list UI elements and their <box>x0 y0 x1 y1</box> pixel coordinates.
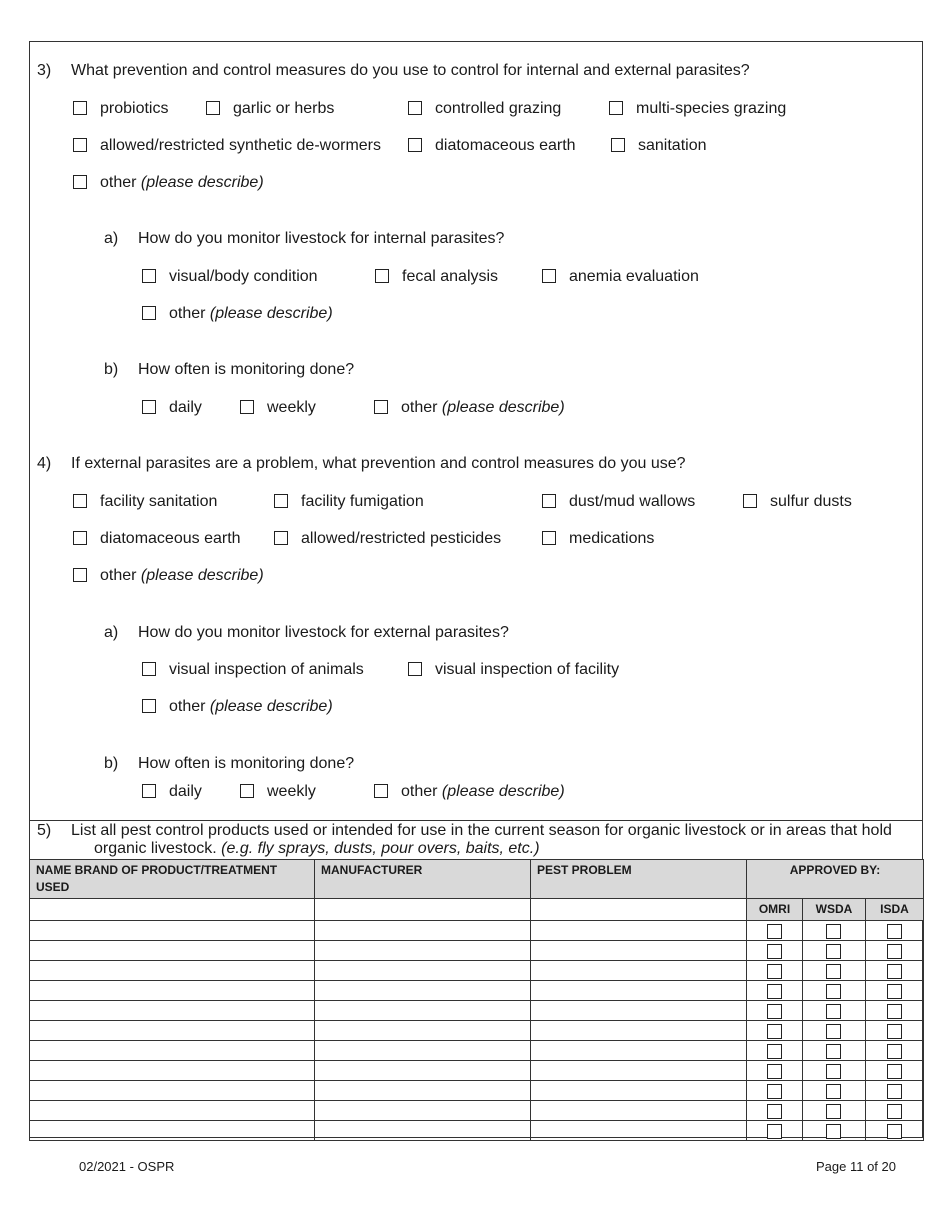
table-row <box>30 921 924 941</box>
manufacturer-cell[interactable] <box>315 1081 531 1101</box>
omri-checkbox-cell <box>747 1101 803 1121</box>
checkbox[interactable] <box>542 494 556 508</box>
column-header-product: NAME BRAND OF PRODUCT/TREATMENT USED <box>30 860 315 899</box>
pest-problem-cell[interactable] <box>531 1041 747 1061</box>
section-divider <box>29 820 923 821</box>
omri-checkbox-cell <box>747 941 803 961</box>
isda-checkbox[interactable] <box>887 964 902 979</box>
omri-checkbox[interactable] <box>767 1044 782 1059</box>
checkbox[interactable] <box>73 568 87 582</box>
isda-checkbox-cell <box>866 921 924 941</box>
question-number: 5) <box>37 822 52 839</box>
column-header-isda: ISDA <box>866 899 924 921</box>
product-cell[interactable] <box>30 921 315 941</box>
wsda-checkbox-cell <box>803 1001 866 1021</box>
product-cell[interactable] <box>30 1001 315 1021</box>
checkbox[interactable] <box>73 494 87 508</box>
isda-checkbox-cell <box>866 1001 924 1021</box>
checkbox[interactable] <box>240 400 254 414</box>
table-row <box>30 1001 924 1021</box>
checkbox[interactable] <box>73 531 87 545</box>
table-row <box>30 1101 924 1121</box>
product-cell[interactable] <box>30 981 315 1001</box>
manufacturer-cell[interactable] <box>315 941 531 961</box>
omri-checkbox[interactable] <box>767 1004 782 1019</box>
question-text-continued: organic livestock. (e.g. fly sprays, dusts, pour overs, baits, etc.) <box>94 840 540 857</box>
checkbox[interactable] <box>73 175 87 189</box>
pest-problem-cell[interactable] <box>531 1121 747 1141</box>
wsda-checkbox-cell <box>803 1081 866 1101</box>
omri-checkbox[interactable] <box>767 1124 782 1139</box>
question-text: If external parasites are a problem, what prevention and control measures do you use? <box>71 455 686 472</box>
checkbox[interactable] <box>609 101 623 115</box>
table-row <box>30 1121 924 1141</box>
isda-checkbox-cell <box>866 1061 924 1081</box>
omri-checkbox-cell <box>747 1041 803 1061</box>
sub-question-text: How do you monitor livestock for external parasites? <box>138 624 509 641</box>
wsda-checkbox-cell <box>803 1061 866 1081</box>
wsda-checkbox-cell <box>803 1041 866 1061</box>
question-number: 3) <box>37 62 52 79</box>
omri-checkbox[interactable] <box>767 964 782 979</box>
table-row <box>30 1021 924 1041</box>
footer-page-number: Page 11 of 20 <box>816 1159 896 1174</box>
checkbox[interactable] <box>374 784 388 798</box>
wsda-checkbox[interactable] <box>826 984 841 999</box>
product-cell[interactable] <box>30 1061 315 1081</box>
isda-checkbox[interactable] <box>887 1104 902 1119</box>
checkbox[interactable] <box>142 306 156 320</box>
pest-problem-cell[interactable] <box>531 1081 747 1101</box>
checkbox[interactable] <box>240 784 254 798</box>
checkbox[interactable] <box>73 101 87 115</box>
question-number: 4) <box>37 455 52 472</box>
wsda-checkbox-cell <box>803 921 866 941</box>
manufacturer-cell[interactable] <box>315 1041 531 1061</box>
isda-checkbox[interactable] <box>887 1084 902 1099</box>
sub-question-text: How do you monitor livestock for internal parasites? <box>138 230 505 247</box>
isda-checkbox-cell <box>866 1021 924 1041</box>
wsda-checkbox[interactable] <box>826 964 841 979</box>
isda-checkbox[interactable] <box>887 924 902 939</box>
sub-question-letter: a) <box>104 230 119 247</box>
isda-checkbox-cell <box>866 961 924 981</box>
manufacturer-cell[interactable] <box>315 921 531 941</box>
product-cell[interactable] <box>30 1081 315 1101</box>
wsda-checkbox-cell <box>803 1121 866 1141</box>
pest-problem-cell[interactable] <box>531 981 747 1001</box>
isda-checkbox[interactable] <box>887 1064 902 1079</box>
table-row <box>30 1081 924 1101</box>
omri-checkbox-cell <box>747 1001 803 1021</box>
isda-checkbox[interactable] <box>887 1124 902 1139</box>
omri-checkbox[interactable] <box>767 1024 782 1039</box>
product-cell[interactable] <box>30 1041 315 1061</box>
isda-checkbox[interactable] <box>887 1004 902 1019</box>
manufacturer-cell[interactable] <box>315 1061 531 1081</box>
isda-checkbox[interactable] <box>887 1024 902 1039</box>
sub-question-letter: b) <box>104 755 119 772</box>
product-cell[interactable] <box>30 941 315 961</box>
manufacturer-cell[interactable] <box>315 981 531 1001</box>
isda-checkbox-cell <box>866 1081 924 1101</box>
sub-question-letter: b) <box>104 361 119 378</box>
omri-checkbox[interactable] <box>767 1104 782 1119</box>
checkbox[interactable] <box>743 494 757 508</box>
isda-checkbox[interactable] <box>887 944 902 959</box>
table-row <box>30 961 924 981</box>
checkbox[interactable] <box>542 531 556 545</box>
omri-checkbox-cell <box>747 1061 803 1081</box>
omri-checkbox-cell <box>747 961 803 981</box>
sub-question-text: How often is monitoring done? <box>138 361 355 378</box>
product-cell[interactable] <box>30 1021 315 1041</box>
table-row <box>30 981 924 1001</box>
omri-checkbox-cell <box>747 1121 803 1141</box>
omri-checkbox-cell <box>747 921 803 941</box>
checkbox[interactable] <box>142 400 156 414</box>
isda-checkbox-cell <box>866 1101 924 1121</box>
checkbox[interactable] <box>611 138 625 152</box>
checkbox[interactable] <box>408 101 422 115</box>
manufacturer-cell[interactable] <box>315 961 531 981</box>
omri-checkbox[interactable] <box>767 924 782 939</box>
isda-checkbox-cell <box>866 941 924 961</box>
product-cell[interactable] <box>30 961 315 981</box>
wsda-checkbox-cell <box>803 1021 866 1041</box>
product-cell[interactable] <box>30 1121 315 1141</box>
checkbox[interactable] <box>142 784 156 798</box>
pest-problem-cell[interactable] <box>531 961 747 981</box>
omri-checkbox-cell <box>747 1021 803 1041</box>
pest-problem-cell[interactable] <box>531 941 747 961</box>
wsda-checkbox[interactable] <box>826 1064 841 1079</box>
omri-checkbox-cell <box>747 981 803 1001</box>
pest-problem-cell[interactable] <box>531 1001 747 1021</box>
pest-products-table <box>29 859 924 1141</box>
sub-question-text: How often is monitoring done? <box>138 755 355 772</box>
manufacturer-cell[interactable] <box>315 1101 531 1121</box>
isda-checkbox-cell <box>866 981 924 1001</box>
wsda-checkbox[interactable] <box>826 1124 841 1139</box>
wsda-checkbox[interactable] <box>826 1044 841 1059</box>
wsda-checkbox-cell <box>803 941 866 961</box>
omri-checkbox[interactable] <box>767 984 782 999</box>
checkbox[interactable] <box>142 269 156 283</box>
wsda-checkbox-cell <box>803 981 866 1001</box>
question-text: What prevention and control measures do you use to control for internal and external parasites? <box>71 62 750 79</box>
manufacturer-cell[interactable] <box>315 1021 531 1041</box>
isda-checkbox[interactable] <box>887 984 902 999</box>
omri-checkbox-cell <box>747 1081 803 1101</box>
pest-problem-cell[interactable] <box>531 1021 747 1041</box>
wsda-checkbox-cell <box>803 961 866 981</box>
wsda-checkbox[interactable] <box>826 944 841 959</box>
checkbox[interactable] <box>142 699 156 713</box>
table-row <box>30 941 924 961</box>
column-header-pest-problem: PEST PROBLEM <box>531 860 747 899</box>
checkbox[interactable] <box>142 662 156 676</box>
wsda-checkbox-cell <box>803 1101 866 1121</box>
omri-checkbox[interactable] <box>767 944 782 959</box>
footer-form-version: 02/2021 - OSPR <box>79 1159 175 1174</box>
checkbox[interactable] <box>274 494 288 508</box>
wsda-checkbox[interactable] <box>826 1104 841 1119</box>
column-header-approved-by: APPROVED BY: <box>747 860 924 899</box>
checkbox[interactable] <box>408 662 422 676</box>
omri-checkbox[interactable] <box>767 1084 782 1099</box>
pest-problem-cell[interactable] <box>531 921 747 941</box>
checkbox[interactable] <box>375 269 389 283</box>
checkbox[interactable] <box>408 138 422 152</box>
wsda-checkbox[interactable] <box>826 1004 841 1019</box>
question-text: List all pest control products used or intended for use in the current season for organic livestock or in areas that hold <box>71 822 892 839</box>
checkbox[interactable] <box>206 101 220 115</box>
pest-problem-cell[interactable] <box>531 1061 747 1081</box>
wsda-checkbox[interactable] <box>826 924 841 939</box>
sub-question-letter: a) <box>104 624 119 641</box>
pest-problem-cell[interactable] <box>531 1101 747 1121</box>
isda-checkbox[interactable] <box>887 1044 902 1059</box>
column-header-wsda: WSDA <box>803 899 866 921</box>
table-row <box>30 1061 924 1081</box>
column-header-omri: OMRI <box>747 899 803 921</box>
manufacturer-cell[interactable] <box>315 1001 531 1021</box>
table-row <box>30 1041 924 1061</box>
checkbox[interactable] <box>274 531 288 545</box>
omri-checkbox[interactable] <box>767 1064 782 1079</box>
checkbox[interactable] <box>73 138 87 152</box>
product-cell[interactable] <box>30 1101 315 1121</box>
wsda-checkbox[interactable] <box>826 1024 841 1039</box>
wsda-checkbox[interactable] <box>826 1084 841 1099</box>
manufacturer-cell[interactable] <box>315 1121 531 1141</box>
checkbox[interactable] <box>542 269 556 283</box>
column-header-manufacturer: MANUFACTURER <box>315 860 531 899</box>
isda-checkbox-cell <box>866 1041 924 1061</box>
isda-checkbox-cell <box>866 1121 924 1141</box>
checkbox[interactable] <box>374 400 388 414</box>
